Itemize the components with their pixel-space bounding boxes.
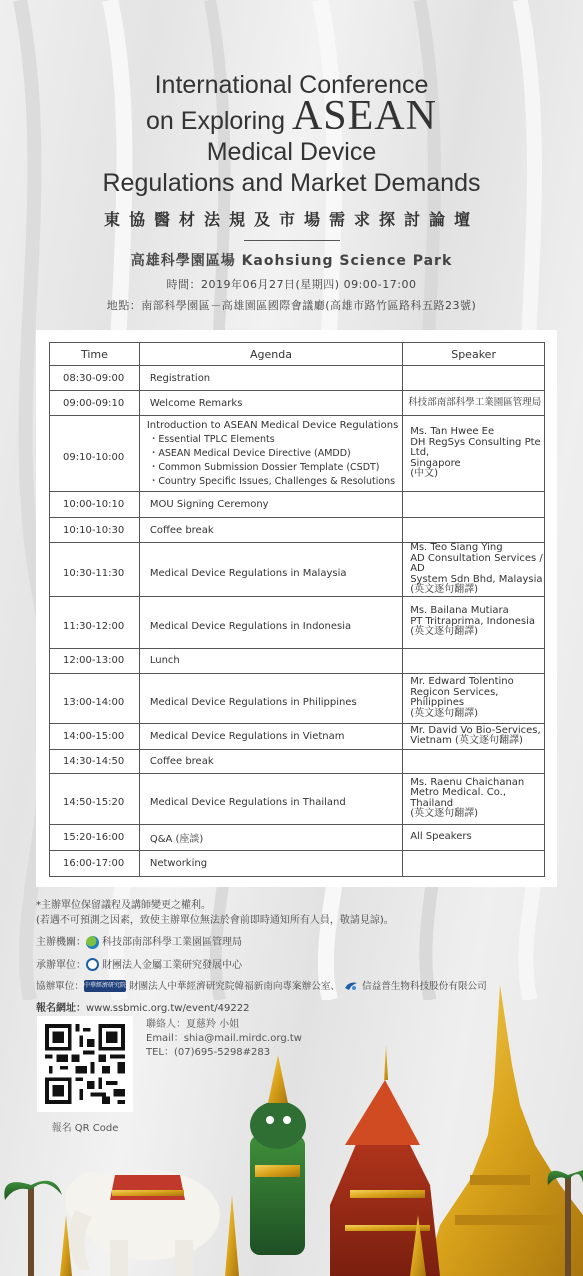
host-name: 科技部南部科學工業園區管理局 bbox=[102, 937, 242, 948]
host-label: 主辦機關： bbox=[36, 937, 86, 948]
speaker-line: Vietnam (英文逐句翻譯) bbox=[410, 735, 523, 746]
host-row bbox=[36, 933, 566, 949]
title-en-prefix: on Exploring bbox=[146, 107, 292, 135]
table-row bbox=[50, 492, 545, 518]
row-time: 11:30-12:00 bbox=[50, 596, 140, 648]
speaker-line: Mr. David Vo Bio-Services, bbox=[410, 724, 541, 736]
table-row bbox=[50, 673, 545, 723]
col-time-header: Time bbox=[50, 343, 140, 366]
row-speaker: All Speakers bbox=[403, 824, 545, 850]
speaker-line: (中文) bbox=[410, 468, 439, 480]
thai-temple-illustration bbox=[0, 985, 583, 1276]
row-speaker bbox=[403, 850, 545, 876]
co-label: 協辦單位： bbox=[36, 981, 84, 992]
row-time: 10:30-11:30 bbox=[50, 543, 140, 597]
speaker-line: DH RegSys Consulting Pte Ltd, bbox=[410, 436, 541, 459]
row-time: 14:00-15:00 bbox=[50, 723, 140, 749]
table-row bbox=[50, 850, 545, 876]
row-time: 10:10-10:30 bbox=[50, 518, 140, 543]
row-topic: MOU Signing Ceremony bbox=[139, 492, 402, 518]
agenda-header-row bbox=[50, 343, 545, 366]
organizer-row bbox=[36, 956, 566, 972]
organizer-name: 財團法人金屬工業研究發展中心 bbox=[102, 959, 242, 971]
header bbox=[0, 70, 583, 313]
title-zh: 東協醫材法規及市場需求探討論壇 bbox=[103, 210, 479, 229]
col-agenda-header: Agenda bbox=[139, 343, 402, 366]
speaker-line: (英文逐句翻譯) bbox=[410, 707, 479, 719]
row-topic: Medical Device Regulations in Philippines bbox=[139, 673, 402, 723]
contact-name: 聯絡人：夏慈羚 小姐 bbox=[146, 1019, 240, 1030]
title-en-line3: Medical Device bbox=[206, 138, 377, 166]
col-speaker-header: Speaker bbox=[403, 343, 545, 366]
title-asean: ASEAN bbox=[291, 93, 437, 139]
table-row bbox=[50, 543, 545, 597]
subtopic-item: ・Country Specific Issues, Challenges & Resolutions bbox=[148, 475, 396, 487]
row-speaker bbox=[403, 366, 545, 391]
row-topic: Medical Device Regulations in Indonesia bbox=[139, 596, 402, 648]
row-topic: Registration bbox=[139, 366, 402, 391]
row-speaker bbox=[403, 492, 545, 518]
table-row bbox=[50, 416, 545, 492]
row-speaker bbox=[403, 723, 545, 749]
row-topic: Coffee break bbox=[139, 518, 402, 543]
agenda-card bbox=[36, 330, 557, 887]
row-speaker bbox=[403, 543, 545, 597]
row-topic: Q&A (座談) bbox=[139, 824, 402, 850]
row-speaker bbox=[403, 648, 545, 673]
venue: 高雄科學園區場 Kaohsiung Science Park bbox=[130, 253, 453, 269]
row-topic: Networking bbox=[139, 850, 402, 876]
speaker-line: AD Consultation Services / AD bbox=[410, 552, 543, 574]
speaker-line: (英文逐句翻譯) bbox=[410, 626, 479, 638]
table-row bbox=[50, 366, 545, 391]
row-time: 10:00-10:10 bbox=[50, 492, 140, 518]
table-row bbox=[50, 824, 545, 850]
speaker-line: Ms. Tan Hwee Ee bbox=[410, 426, 495, 438]
white-elephant bbox=[65, 1170, 220, 1276]
co-organizer-2: 信益普生物科技股份有限公司 bbox=[362, 981, 487, 992]
speaker-line: Regicon Services, Philippines bbox=[410, 686, 499, 708]
table-row bbox=[50, 723, 545, 749]
event-time: 時間：2019年06月27日(星期四) 09:00-17:00 bbox=[166, 278, 417, 291]
row-topic: Medical Device Regulations in Thailand bbox=[139, 773, 402, 824]
speaker-line: Singapore bbox=[410, 457, 461, 469]
table-row bbox=[50, 648, 545, 673]
stupa bbox=[425, 985, 583, 1276]
row-time: 15:20-16:00 bbox=[50, 824, 140, 850]
table-row bbox=[50, 773, 545, 824]
row-topic: Welcome Remarks bbox=[139, 391, 402, 416]
speaker-line: Ms. Bailana Mutiara bbox=[410, 605, 509, 617]
title-en-line4: Regulations and Market Demands bbox=[102, 169, 481, 197]
co-organizer-1: 財團法人中華經濟研究院韓福新南向專案辦公室、 bbox=[128, 981, 341, 992]
row-topic: Coffee break bbox=[139, 749, 402, 773]
subtopic-item: ・Common Submission Dossier Template (CSDT) bbox=[148, 461, 380, 473]
speaker-line: Ms. Raenu Chaichanan bbox=[410, 776, 525, 788]
table-row bbox=[50, 749, 545, 773]
speaker-line: Ms. Teo Siang Ying bbox=[410, 542, 503, 553]
disclaimer-line2: (若遇不可預測之因素，致使主辦單位無法於會前即時通知所有人員，敬請見諒)。 bbox=[36, 915, 394, 926]
contact-email[interactable]: Email：shia@mail.mirdc.org.tw bbox=[146, 1033, 302, 1044]
row-time: 14:30-14:50 bbox=[50, 749, 140, 773]
speaker-line: System Sdn Bhd, Malaysia bbox=[410, 573, 543, 585]
subtopic-item: ・Essential TPLC Elements bbox=[148, 433, 275, 445]
row-time: 08:30-09:00 bbox=[50, 366, 140, 391]
speaker-line: (英文逐句翻譯) bbox=[410, 584, 479, 595]
row-time: 09:00-09:10 bbox=[50, 391, 140, 416]
speaker-line: Mr. Edward Tolentino bbox=[410, 676, 514, 687]
row-speaker bbox=[403, 416, 545, 492]
cier-logo-icon: 中華經濟研究院 bbox=[84, 980, 126, 992]
row-time: 09:10-10:00 bbox=[50, 416, 140, 492]
disclaimer-line1: *主辦單位保留議程及講師變更之權利。 bbox=[36, 900, 211, 911]
row-time: 12:00-13:00 bbox=[50, 648, 140, 673]
row-topic: Medical Device Regulations in Vietnam bbox=[139, 723, 402, 749]
contact-tel: TEL：(07)695-5298#283 bbox=[146, 1047, 271, 1058]
row-topic: Medical Device Regulations in Malaysia bbox=[139, 543, 402, 597]
qr-label: 報名 QR Code bbox=[51, 1123, 119, 1134]
stsp-logo-icon bbox=[86, 936, 99, 949]
row-time: 13:00-14:00 bbox=[50, 673, 140, 723]
subtopic-item: ・ASEAN Medical Device Directive (AMDD) bbox=[148, 447, 351, 459]
temple-roof bbox=[330, 1045, 440, 1276]
event-place: 地點：南部科學園區－高雄園區國際會議廳(高雄市路竹區路科五路23號) bbox=[106, 299, 477, 312]
title-en-line1: International Conference bbox=[154, 71, 429, 99]
row-speaker bbox=[403, 773, 545, 824]
row-topic: Lunch bbox=[139, 648, 402, 673]
registration-label: 報名網址： bbox=[36, 1003, 86, 1014]
mirdc-logo-icon bbox=[86, 958, 99, 971]
row-speaker bbox=[403, 673, 545, 723]
speaker-line: (英文逐句翻譯) bbox=[410, 808, 479, 819]
table-row bbox=[50, 518, 545, 543]
divider bbox=[244, 240, 340, 241]
registration-link[interactable]: www.ssbmic.org.tw/event/49222 bbox=[86, 1003, 250, 1014]
speaker-line: PT Tritraprima, Indonesia bbox=[410, 615, 536, 627]
table-row bbox=[50, 596, 545, 648]
agenda-table bbox=[49, 342, 545, 877]
title-en-line2 bbox=[0, 93, 583, 139]
row-speaker bbox=[403, 749, 545, 773]
row-time: 14:50-15:20 bbox=[50, 773, 140, 824]
organizer-label: 承辦單位： bbox=[36, 959, 86, 971]
topic-title: Introduction to ASEAN Medical Device Regulations bbox=[146, 419, 399, 431]
guardian-statue bbox=[250, 1055, 306, 1255]
row-time: 16:00-17:00 bbox=[50, 850, 140, 876]
row-speaker bbox=[403, 596, 545, 648]
row-topic bbox=[139, 416, 402, 492]
disclaimer bbox=[36, 898, 566, 928]
table-row bbox=[50, 391, 545, 416]
speaker-line: Metro Medical. Co., Thailand bbox=[410, 787, 507, 809]
row-speaker bbox=[403, 518, 545, 543]
row-speaker: 科技部南部科學工業園區管理局 bbox=[403, 391, 545, 416]
